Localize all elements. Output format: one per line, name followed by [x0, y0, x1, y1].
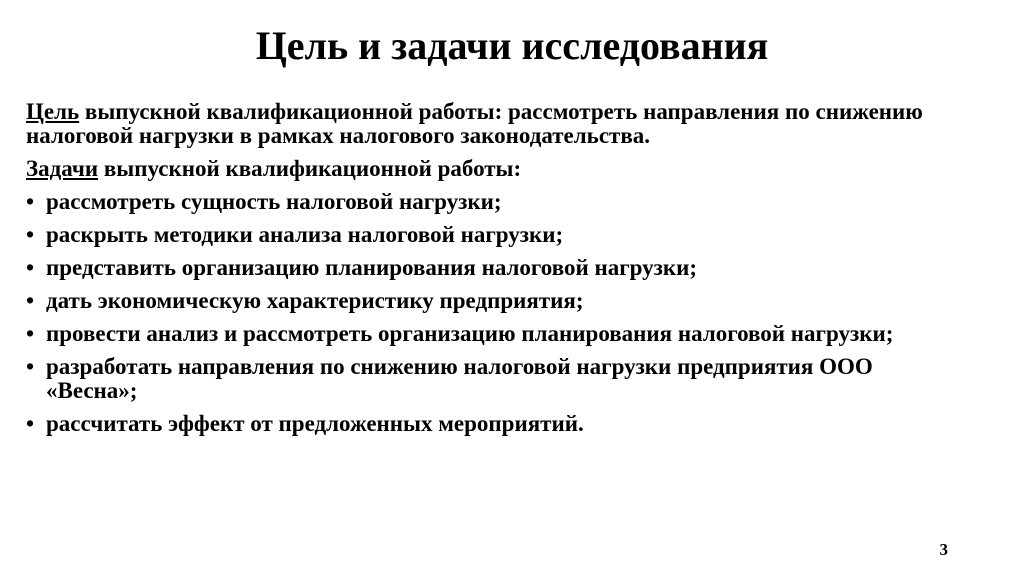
bullet-icon: •: [26, 354, 35, 379]
task-item: [26, 355, 956, 403]
tasks-intro: [26, 157, 956, 181]
task-item: [26, 223, 956, 247]
goal-label: Цель: [26, 99, 80, 124]
bullet-icon: •: [26, 288, 35, 313]
bullet-icon: •: [26, 321, 35, 346]
bullet-icon: •: [26, 222, 35, 247]
task-text: рассчитать эффект от предложенных мероприятий.: [46, 411, 584, 436]
task-item: [26, 289, 956, 313]
task-text: представить организацию планирования налоговой нагрузки;: [46, 255, 698, 280]
task-item: [26, 256, 956, 280]
task-text: рассмотреть сущность налоговой нагрузки;: [46, 189, 502, 214]
slide-title: Цель и задачи исследования: [255, 23, 769, 68]
task-item: [26, 190, 956, 214]
task-text: провести анализ и рассмотреть организацию планирования налоговой нагрузки;: [46, 321, 894, 346]
tasks-intro-text: выпускной квалификационной работы:: [98, 156, 522, 181]
tasks-list: [26, 190, 956, 436]
task-item: [26, 322, 956, 346]
bullet-icon: •: [26, 255, 35, 280]
bullet-icon: •: [26, 189, 35, 214]
page-number: 3: [939, 540, 948, 559]
tasks-label: Задачи: [26, 156, 99, 181]
task-text: дать экономическую характеристику предприятия;: [46, 288, 584, 313]
goal-paragraph: [26, 100, 956, 148]
bullet-icon: •: [26, 411, 35, 436]
goal-text: выпускной квалификационной работы: рассмотреть направления по снижению налоговой нагрузки в рамках налогового законодательства.: [26, 99, 923, 148]
slide-body: [26, 100, 956, 445]
task-item: [26, 412, 956, 436]
task-text: разработать направления по снижению налоговой нагрузки предприятия ООО «Весна»;: [46, 354, 873, 403]
task-text: раскрыть методики анализа налоговой нагрузки;: [46, 222, 564, 247]
